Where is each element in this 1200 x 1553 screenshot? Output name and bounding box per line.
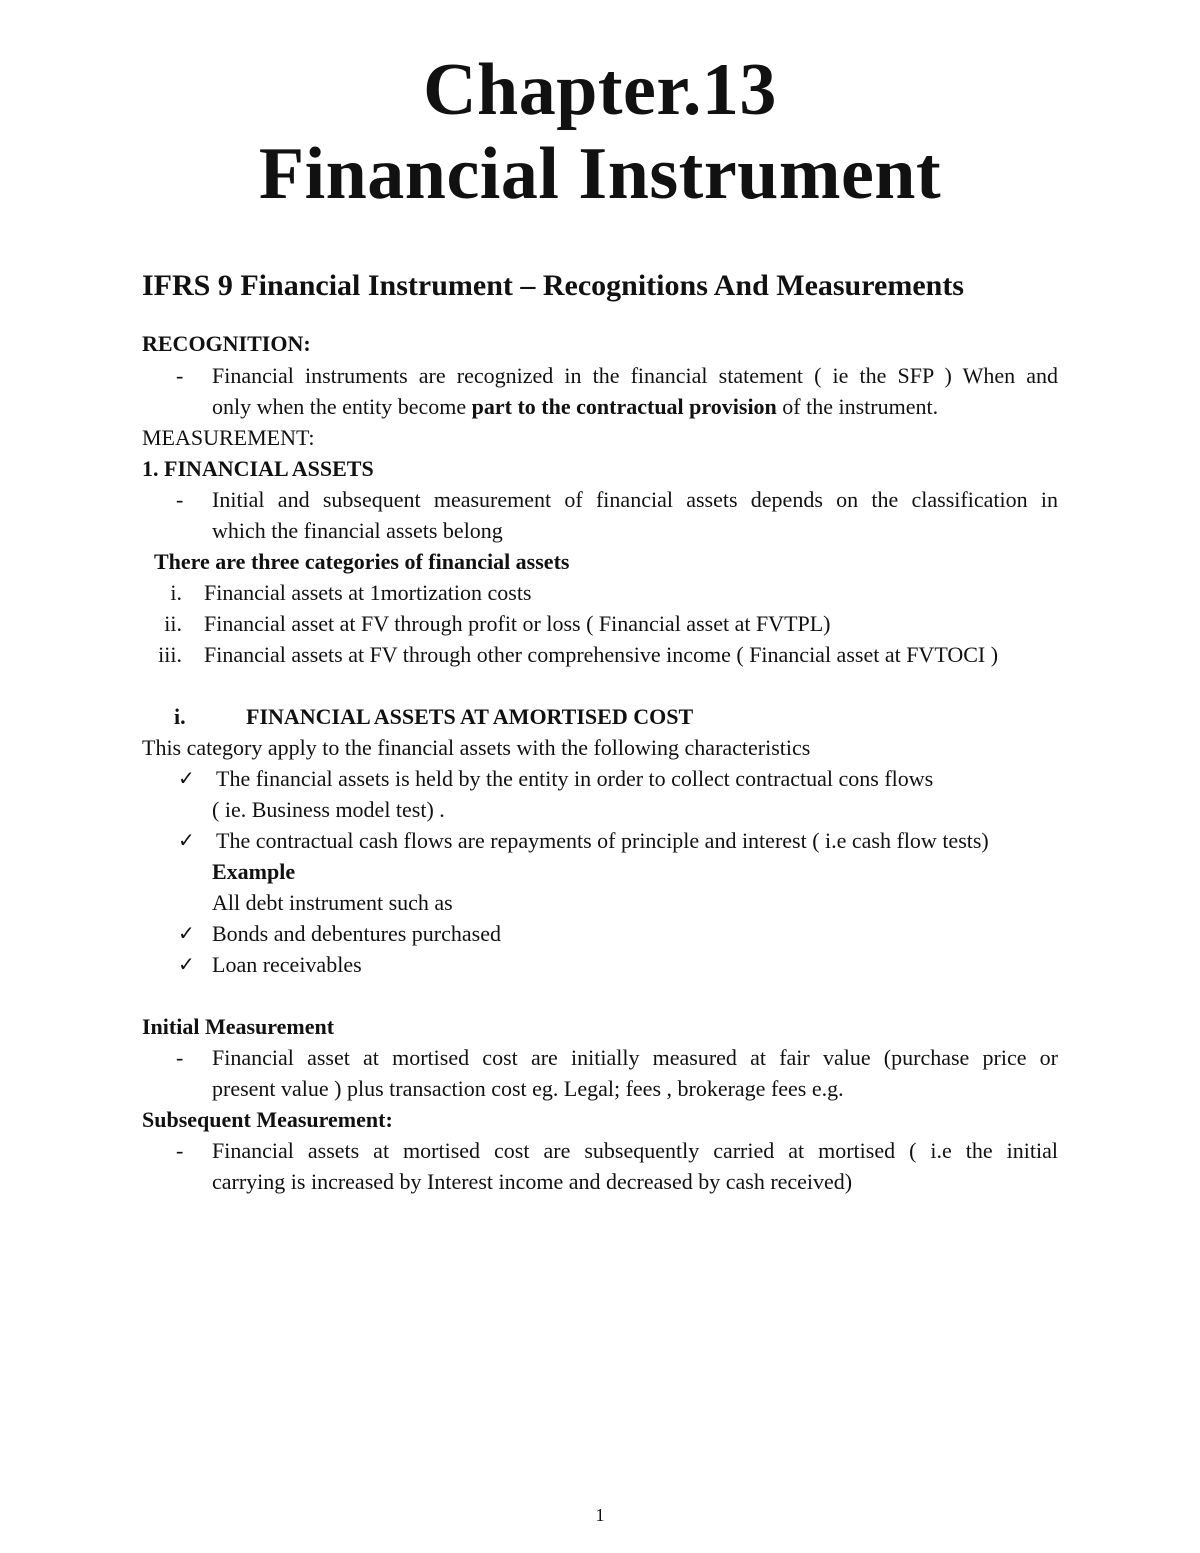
bullet-marker: -: [176, 1138, 184, 1163]
example-intro: All debt instrument such as: [212, 890, 453, 915]
amortised-section-heading: FINANCIAL ASSETS AT AMORTISED COST: [246, 704, 694, 729]
subsequent-measurement-heading: Subsequent Measurement:: [142, 1107, 393, 1132]
subsequent-measurement-line2: carrying is increased by Interest income and decreased by cash received): [212, 1169, 853, 1194]
category-item: Financial assets at FV through other comprehensive income ( Financial asset at FVTOCI ): [204, 642, 999, 667]
recognition-bold-phrase: part to the contractual provision: [471, 394, 777, 419]
example-item: Loan receivables: [212, 952, 362, 977]
category-numeral: iii.: [158, 642, 182, 667]
check-icon: ✓: [178, 768, 195, 790]
categories-heading: There are three categories of financial assets: [154, 549, 570, 574]
amortised-intro: This category apply to the financial assets with the following characteristics: [142, 735, 811, 760]
bullet-marker: -: [176, 363, 184, 388]
initial-measurement-heading: Initial Measurement: [142, 1014, 335, 1039]
page-number: 1: [595, 1505, 605, 1525]
subsequent-measurement-line1: Financial assets at mortised cost are subsequently carried at mortised ( i.e the initial: [212, 1138, 1058, 1163]
category-numeral: ii.: [164, 611, 182, 636]
example-item: Bonds and debentures purchased: [212, 921, 501, 946]
document-title: Financial Instrument: [258, 133, 942, 215]
initial-measurement-line1: Financial asset at mortised cost are initially measured at fair value (purchase price or: [212, 1045, 1058, 1070]
category-item: Financial assets at 1mortization costs: [204, 580, 532, 605]
category-numeral: i.: [170, 580, 182, 605]
characteristic-item-continued: ( ie. Business model test) .: [212, 797, 445, 822]
characteristic-item: The financial assets is held by the entity in order to collect contractual cons flows: [216, 766, 934, 791]
bullet-marker: -: [176, 1045, 184, 1070]
measurement-bullet-line2: which the financial assets belong: [212, 518, 503, 543]
check-icon: ✓: [178, 923, 195, 945]
initial-measurement-line2: present value ) plus transaction cost eg. Legal; fees , brokerage fees e.g.: [212, 1076, 844, 1101]
amortised-section-numeral: i.: [174, 704, 186, 729]
financial-assets-heading: 1. FINANCIAL ASSETS: [142, 456, 374, 481]
measurement-heading: MEASUREMENT:: [142, 425, 315, 450]
recognition-heading: RECOGNITION:: [142, 331, 311, 356]
example-heading: Example: [212, 859, 296, 884]
check-icon: ✓: [178, 954, 195, 976]
characteristic-item: The contractual cash flows are repayments of principle and interest ( i.e cash flow tests): [216, 828, 989, 853]
check-icon: ✓: [178, 830, 195, 852]
recognition-text-line1: Financial instruments are recognized in the financial statement ( ie the SFP ) When and: [212, 363, 1058, 388]
recognition-line2-suffix: of the instrument.: [776, 394, 939, 419]
measurement-bullet-line1: Initial and subsequent measurement of financial assets depends on the classification in: [212, 487, 1058, 512]
chapter-heading: Chapter.13: [423, 49, 777, 131]
category-item: Financial asset at FV through profit or loss ( Financial asset at FVTPL): [204, 611, 831, 636]
bullet-marker: -: [176, 487, 184, 512]
section-subtitle: IFRS 9 Financial Instrument – Recognitions And Measurements: [142, 269, 964, 302]
recognition-line2-prefix: only when the entity become: [212, 394, 472, 419]
recognition-text-line2: [212, 393, 938, 421]
